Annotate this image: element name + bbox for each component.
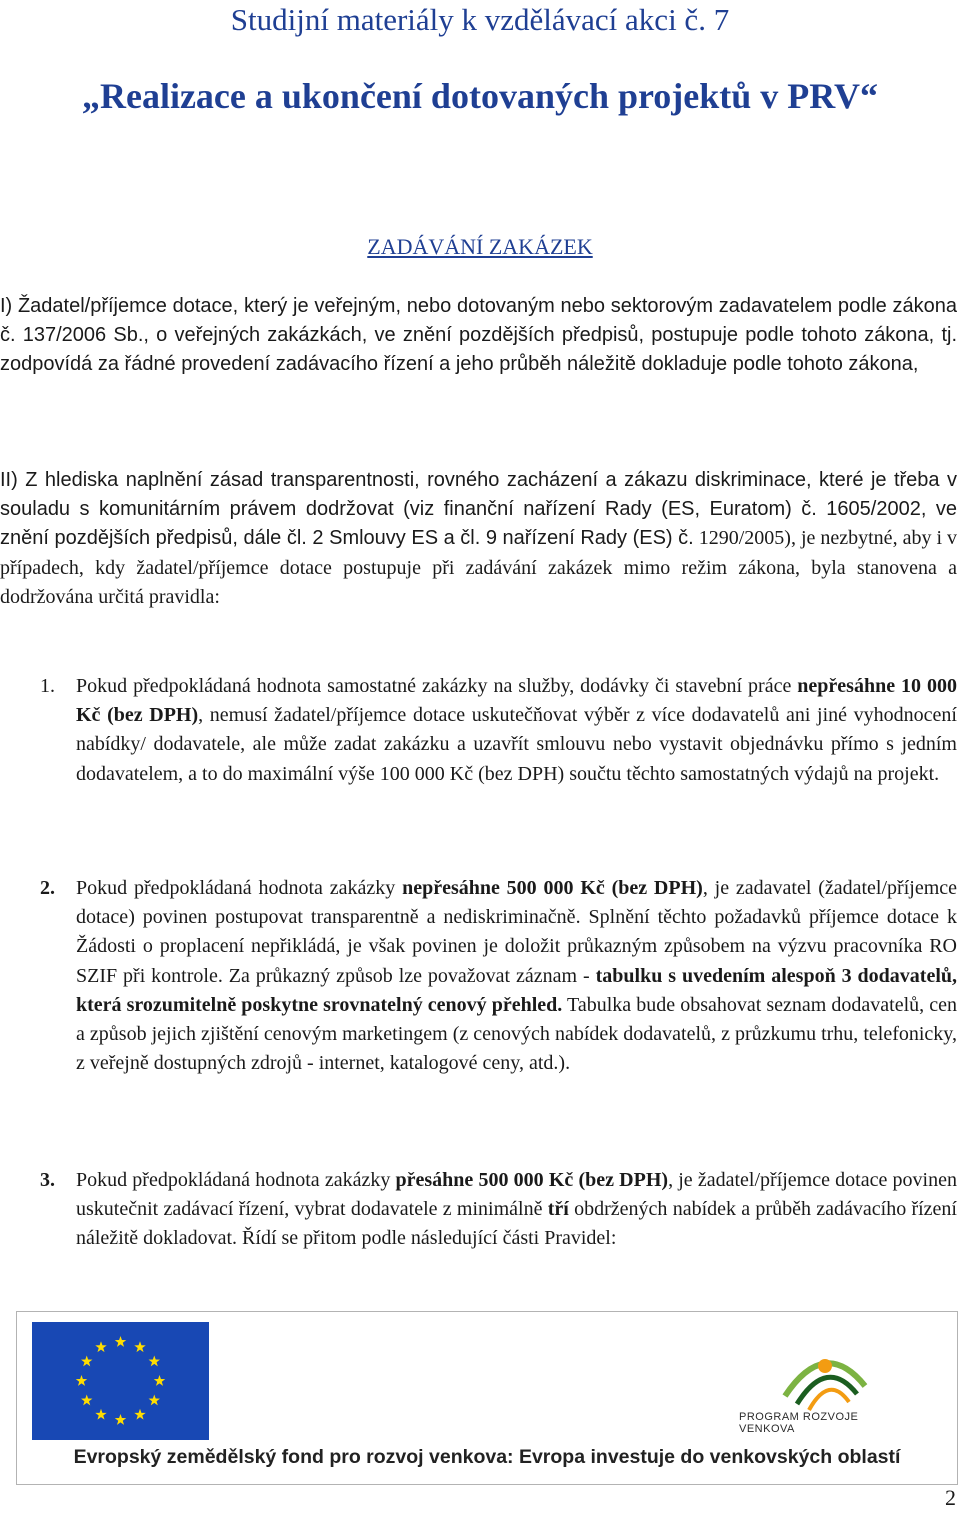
item-text: Pokud předpokládaná hodnota zakázky [76, 1169, 396, 1191]
footer-caption: Evropský zemědělský fond pro rozvoj venkova: Evropa investuje do venkovských oblastí [73, 1446, 901, 1468]
item-text: Pokud předpokládaná hodnota samostatné zakázky na služby, dodávky či stavební práce [76, 675, 798, 697]
item-bold-text: přesáhne 500 000 Kč (bez DPH) [395, 1169, 669, 1191]
list-item [76, 672, 957, 789]
item-bold-text: tabulku s uvedením alespoň 3 dodavatelů, která srozumitelně poskytne srovnatelný cenový přehled. [76, 964, 957, 1016]
paragraph-text: I) Žadatel/příjemce dotace, který je veřejným, nebo dotovaným nebo sektorovým zadavatelem podle zákona č. 137/2006 Sb., o veřejných zakázkách, ve znění pozdějších předpisů, postupuje podle tohoto zákona, tj. [0, 295, 957, 347]
eu-flag-icon [32, 1322, 209, 1440]
item-text: Tabulka bude obsahovat seznam dodavatelů, cen a způsob jejich zjištění cenovým marketingem (z cenových nabídek dodavatelů, z průzkumu trhu, telefonicky, z veřejně dostupných zdrojů - internet, katalogové ceny, atd.). [76, 993, 957, 1075]
list-item [76, 874, 957, 1078]
list-number: 3. [40, 1169, 55, 1191]
item-text: , je žadatel/příjemce dotace povinen uskutečnit zadávací řízení, vybrat dodavatele z minimálně [76, 1169, 957, 1221]
item-bold-text: nepřesáhne 10 000 Kč (bez DPH) [76, 675, 957, 727]
paragraph-transparency [0, 466, 957, 612]
paragraph-public-contractor [0, 292, 957, 380]
item-text: , je zadavatel (žadatel/příjemce dotace) povinen postupovat transparentně a nediskriminačně. Splnění těchto požadavků příjemce dotace k Žádosti o proplacení nepřikládá, je však povinen je doložit průkazným způsobem na výzvu pracovníka RO SZIF při kontrole. Za průkazný způsob lze považovat záznam - [76, 877, 958, 987]
eu-flag-graphic [32, 1322, 209, 1440]
item-text: obdržených nabídek a průběh zadávacího řízení náležitě dokladovat. Řídí se přitom podle následující části Pravidel: [76, 1198, 957, 1250]
list-number: 1. [40, 675, 55, 697]
section-heading: ZADÁVÁNÍ ZAKÁZEK [367, 234, 593, 259]
item-bold-text: nepřesáhne 500 000 Kč (bez DPH) [402, 877, 703, 899]
document-subtitle: „Realizace a ukončení dotovaných projektů v PRV“ [81, 76, 879, 116]
page-number: 2 [945, 1485, 956, 1510]
paragraph-text: zodpovídá za řádné provedení zadávacího řízení a jeho průběh náležitě dokladuje podle tohoto zákona, [0, 353, 919, 376]
list-item [76, 1166, 957, 1254]
document-title: Studijní materiály k vzdělávací akci č. 7 [230, 2, 730, 37]
paragraph-text: II) Z hlediska naplnění zásad transparentnosti, rovného zacházení a zákazu diskriminace, které je třeba v souladu s komunitárním právem dodržovat (viz finanční nařízení Rady (ES, Euratom) č. 1605/2002, ve znění pozdějších předpisů, dále čl. 2 Smlouvy ES a čl. 9 nařízení Rady (ES) č. [0, 469, 957, 550]
prv-logo-label: PROGRAM ROZVOJE VENKOVA [739, 1411, 859, 1435]
footer-banner [16, 1311, 958, 1485]
paragraph-text: 1290/2005), je nezbytné, aby i v případech, kdy žadatel/příjemce dotace postupuje při zadávání zakázek mimo režim zákona, byla stanovena a dodržována určitá pravidla: [0, 527, 958, 608]
item-text: Pokud předpokládaná hodnota zakázky [76, 877, 403, 899]
item-text: , nemusí žadatel/příjemce dotace uskutečňovat výběr z více dodavatelů ani jiné vyhodnocení nabídky/ dodavatele, ale může zadat zakázku a uzavřít smlouvu nebo vystavit objednávku přímo s jedním dodavatelem, a to do maximální výše 100 000 Kč (bez DPH) součtu těchto samostatných výdajů na projekt. [76, 704, 957, 785]
item-bold-text: tří [547, 1198, 569, 1221]
list-number: 2. [40, 877, 55, 899]
